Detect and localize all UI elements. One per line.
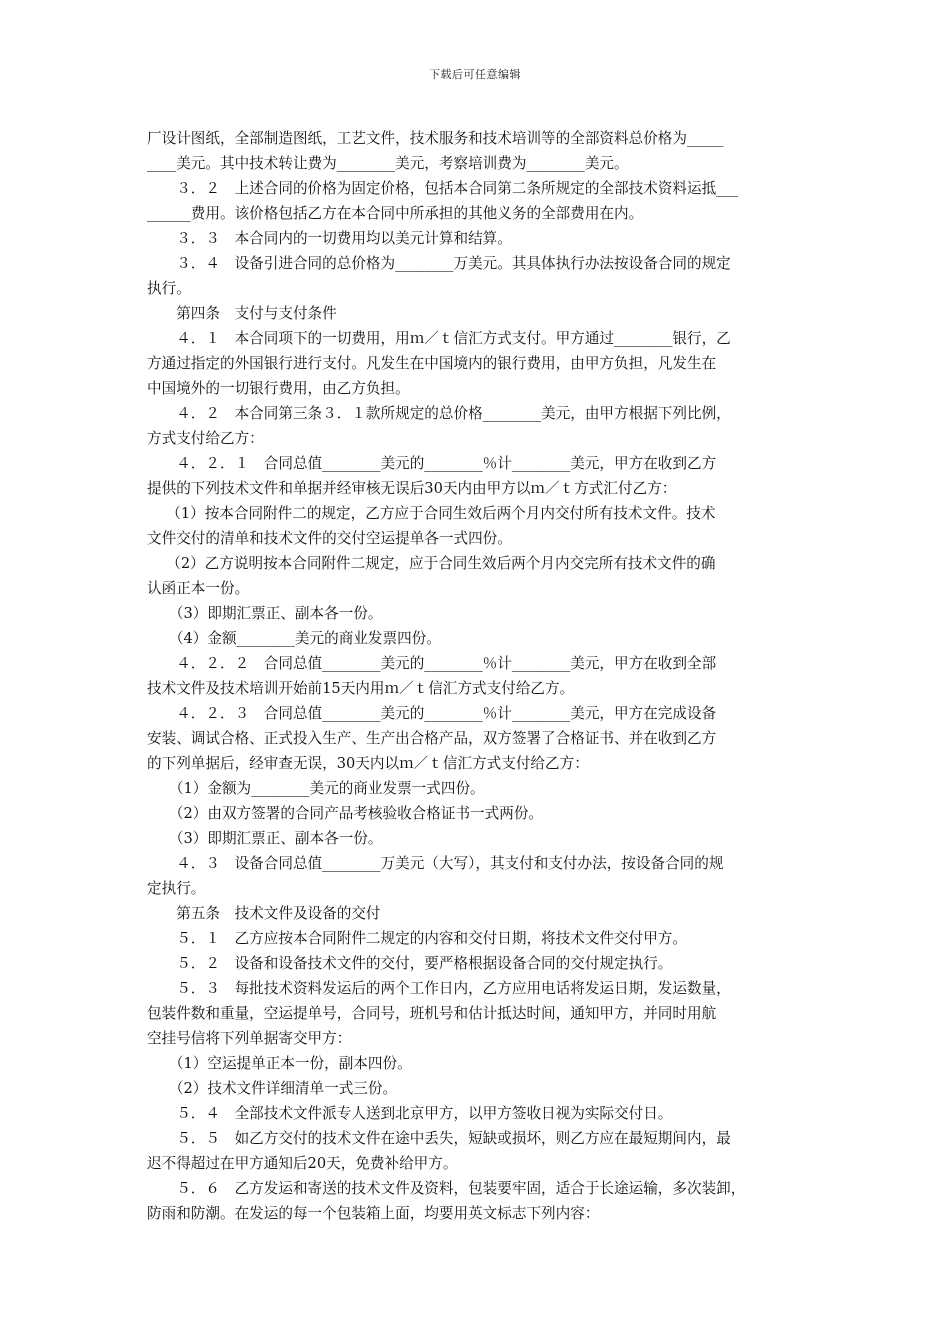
text-line: 迟不得超过在甲方通知后20天，免费补给甲方。 — [147, 1155, 458, 1172]
contract-body — [147, 126, 811, 1226]
text-line: ５．２ 设备和设备技术文件的交付，要严格根据设备合同的交付规定执行。 — [147, 955, 673, 972]
text-line: 定执行。 — [147, 880, 206, 897]
text-line: （2）技术文件详细清单一式三份。 — [147, 1080, 398, 1097]
text-line: （2）由双方签署的合同产品考核验收合格证书一式两份。 — [147, 805, 544, 822]
text-line: 安装、调试合格、正式投入生产、生产出合格产品，双方签署了合格证书、并在收到乙方 — [147, 730, 717, 747]
text-line: 认函正本一份。 — [147, 580, 250, 597]
text-line: （1）金额为________美元的商业发票一式四份。 — [147, 780, 485, 797]
text-line: （4）金额________美元的商业发票四份。 — [147, 630, 441, 647]
page-header: 下载后可任意编辑 — [429, 68, 521, 81]
text-line: ４．２．１ 合同总值________美元的________％计________美元，甲方在收到乙方 — [147, 455, 717, 472]
text-line: 厂设计图纸，全部制造图纸，工艺文件，技术服务和技术培训等的全部资料总价格为_____ — [147, 130, 724, 147]
text-line: 空挂号信将下列单据寄交甲方： — [147, 1030, 352, 1047]
text-line: ３．３ 本合同内的一切费用均以美元计算和结算。 — [147, 230, 512, 247]
text-line: ５．１ 乙方应按本合同附件二规定的内容和交付日期，将技术文件交付甲方。 — [147, 930, 687, 947]
text-line: （3）即期汇票正、副本各一份。 — [147, 830, 383, 847]
text-line: 第五条 技术文件及设备的交付 — [147, 905, 381, 922]
text-line: ３．２ 上述合同的价格为固定价格，包括本合同第二条所规定的全部技术资料运抵___ — [147, 180, 739, 197]
text-line: 的下列单据后，经审查无误，30天内以ｍ／ｔ信汇方式支付给乙方： — [147, 755, 589, 772]
text-line: （2）乙方说明按本合同附件二规定，应于合同生效后两个月内交完所有技术文件的确 — [147, 555, 716, 572]
text-line: ４．３ 设备合同总值________万美元（大写），其支付和支付办法，按设备合同的规 — [147, 855, 724, 872]
text-line: ４．２．２ 合同总值________美元的________％计________美元，甲方在收到全部 — [147, 655, 717, 672]
text-line: 第四条 支付与支付条件 — [147, 305, 337, 322]
text-line: 方通过指定的外国银行进行支付。凡发生在中国境内的银行费用，由甲方负担，凡发生在 — [147, 355, 717, 372]
text-line: ３．４ 设备引进合同的总价格为________万美元。其具体执行办法按设备合同的规定 — [147, 255, 731, 272]
text-line: ５．６ 乙方发运和寄送的技术文件及资料，包装要牢固，适合于长途运输，多次装卸， — [147, 1180, 746, 1197]
text-line: 提供的下列技术文件和单据并经审核无误后30天内由甲方以ｍ／ｔ方式汇付乙方： — [147, 480, 677, 497]
text-line: ５．４ 全部技术文件派专人送到北京甲方，以甲方签收日视为实际交付日。 — [147, 1105, 673, 1122]
text-line: 技术文件及技术培训开始前15天内用ｍ／ｔ信汇方式支付给乙方。 — [147, 680, 575, 697]
text-line: （1）按本合同附件二的规定，乙方应于合同生效后两个月内交付所有技术文件。技术 — [147, 505, 716, 522]
text-line: ____美元。其中技术转让费为________美元，考察培训费为________美元。 — [147, 155, 629, 172]
text-line: ４．２ 本合同第三条３．１款所规定的总价格________美元，由甲方根据下列比例， — [147, 405, 731, 422]
text-line: 执行。 — [147, 280, 191, 297]
text-line: 包装件数和重量，空运提单号，合同号，班机号和估计抵达时间，通知甲方，并同时用航 — [147, 1005, 717, 1022]
text-line: ４．２．３ 合同总值________美元的________％计________美元，甲方在完成设备 — [147, 705, 717, 722]
text-line: ______费用。该价格包括乙方在本合同中所承担的其他义务的全部费用在内。 — [147, 205, 644, 222]
text-line: ５．３ 每批技术资料发运后的两个工作日内，乙方应用电话将发运日期，发运数量， — [147, 980, 731, 997]
text-line: （3）即期汇票正、副本各一份。 — [147, 605, 383, 622]
text-line: ５．５ 如乙方交付的技术文件在途中丢失，短缺或损坏，则乙方应在最短期间内，最 — [147, 1130, 731, 1147]
text-line: 方式支付给乙方： — [147, 430, 264, 447]
text-line: ４．１ 本合同项下的一切费用，用ｍ／ｔ信汇方式支付。甲方通过________银行，乙 — [147, 330, 731, 347]
text-line: （1）空运提单正本一份，副本四份。 — [147, 1055, 412, 1072]
text-line: 中国境外的一切银行费用，由乙方负担。 — [147, 380, 410, 397]
text-line: 防雨和防潮。在发运的每一个包装箱上面，均要用英文标志下列内容： — [147, 1205, 600, 1222]
text-line: 文件交付的清单和技术文件的交付空运提单各一式四份。 — [147, 530, 512, 547]
